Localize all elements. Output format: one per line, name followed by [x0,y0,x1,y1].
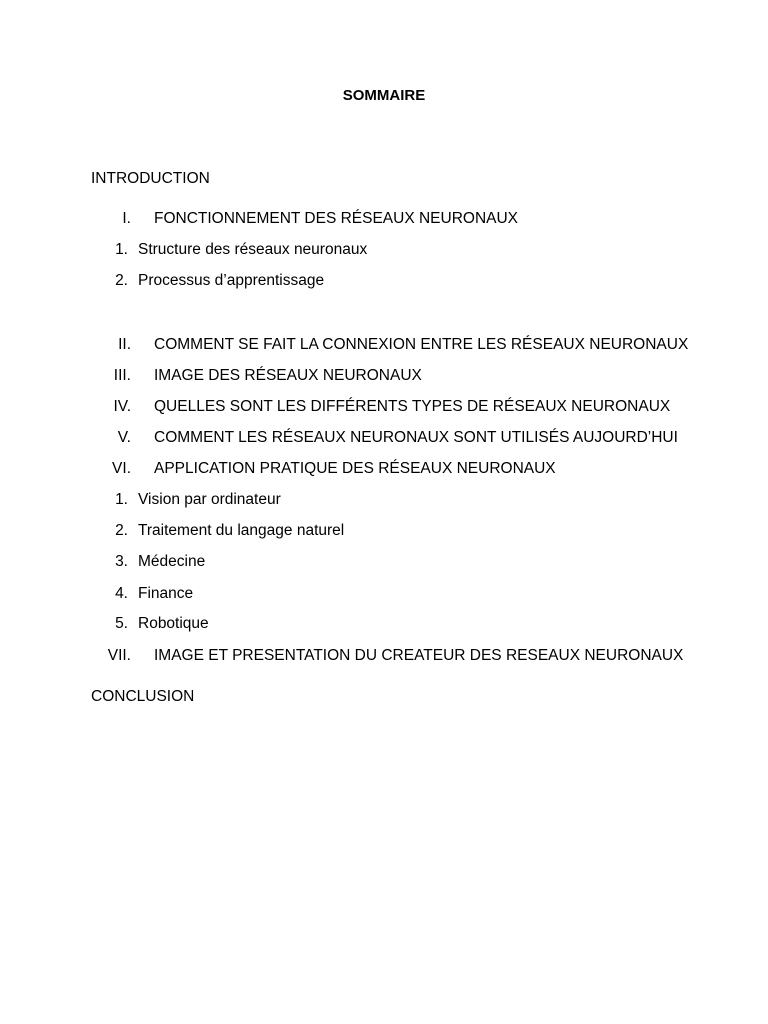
toc-entry-3 [0,366,768,386]
toc-subentry-text: Vision par ordinateur [138,491,281,508]
toc-subentry [0,240,768,260]
toc-subentry-number: 2. [115,522,128,539]
toc-subentry [0,614,768,634]
toc-entry-7 [0,646,768,666]
toc-subentry-number: 5. [115,615,128,632]
toc-entry-number: V. [117,429,131,446]
toc-entry-number: II. [118,336,131,353]
toc-subentry-text: Structure des réseaux neuronaux [138,241,368,258]
toc-subentry-text: Processus d’apprentissage [138,272,325,289]
toc-entry-number: IV. [113,398,131,415]
toc-entry-text: FONCTIONNEMENT DES RÉSEAUX NEURONAUX [154,210,519,227]
toc-entry-6 [0,459,768,479]
toc-entry-2 [0,335,768,355]
toc-entry-number: VII. [107,647,131,664]
toc-subentry [0,552,768,572]
toc-subentry-number: 1. [115,491,128,508]
toc-entry-number: I. [122,210,131,227]
toc-entry-text: COMMENT SE FAIT LA CONNEXION ENTRE LES RÉSEAUX NEURONAUX [154,336,689,353]
toc-entry-text: QUELLES SONT LES DIFFÉRENTS TYPES DE RÉSEAUX NEURONAUX [154,398,671,415]
toc-subentry-number: 2. [115,272,128,289]
toc-subentry-text: Traitement du langage naturel [138,522,345,539]
toc-entry-text: APPLICATION PRATIQUE DES RÉSEAUX NEURONAUX [154,460,556,477]
toc-subentry-text: Robotique [138,615,209,632]
toc-entry-5 [0,428,768,448]
toc-entry-4 [0,397,768,417]
toc-subentry-number: 3. [115,553,128,570]
toc-subentry-text: Finance [138,585,194,602]
toc-entry-text: COMMENT LES RÉSEAUX NEURONAUX SONT UTILISÉS AUJOURD’HUI [154,429,678,446]
toc-entry-text: IMAGE ET PRESENTATION DU CREATEUR DES RESEAUX NEURONAUX [154,647,684,664]
toc-subentry-text: Médecine [138,553,206,570]
toc-entry-1 [0,209,768,229]
toc-subentry [0,584,768,604]
toc-subentry [0,521,768,541]
document-title: SOMMAIRE [342,87,426,104]
toc-subentry-number: 1. [115,241,128,258]
toc-entry-text: IMAGE DES RÉSEAUX NEURONAUX [154,367,422,384]
toc-subentry [0,490,768,510]
toc-entry-number: VI. [112,460,131,477]
toc-subentry-number: 4. [115,585,128,602]
toc-subentry [0,271,768,291]
toc-entry-number: III. [113,367,131,384]
introduction-heading: INTRODUCTION [91,170,210,187]
conclusion-heading: CONCLUSION [91,688,195,705]
